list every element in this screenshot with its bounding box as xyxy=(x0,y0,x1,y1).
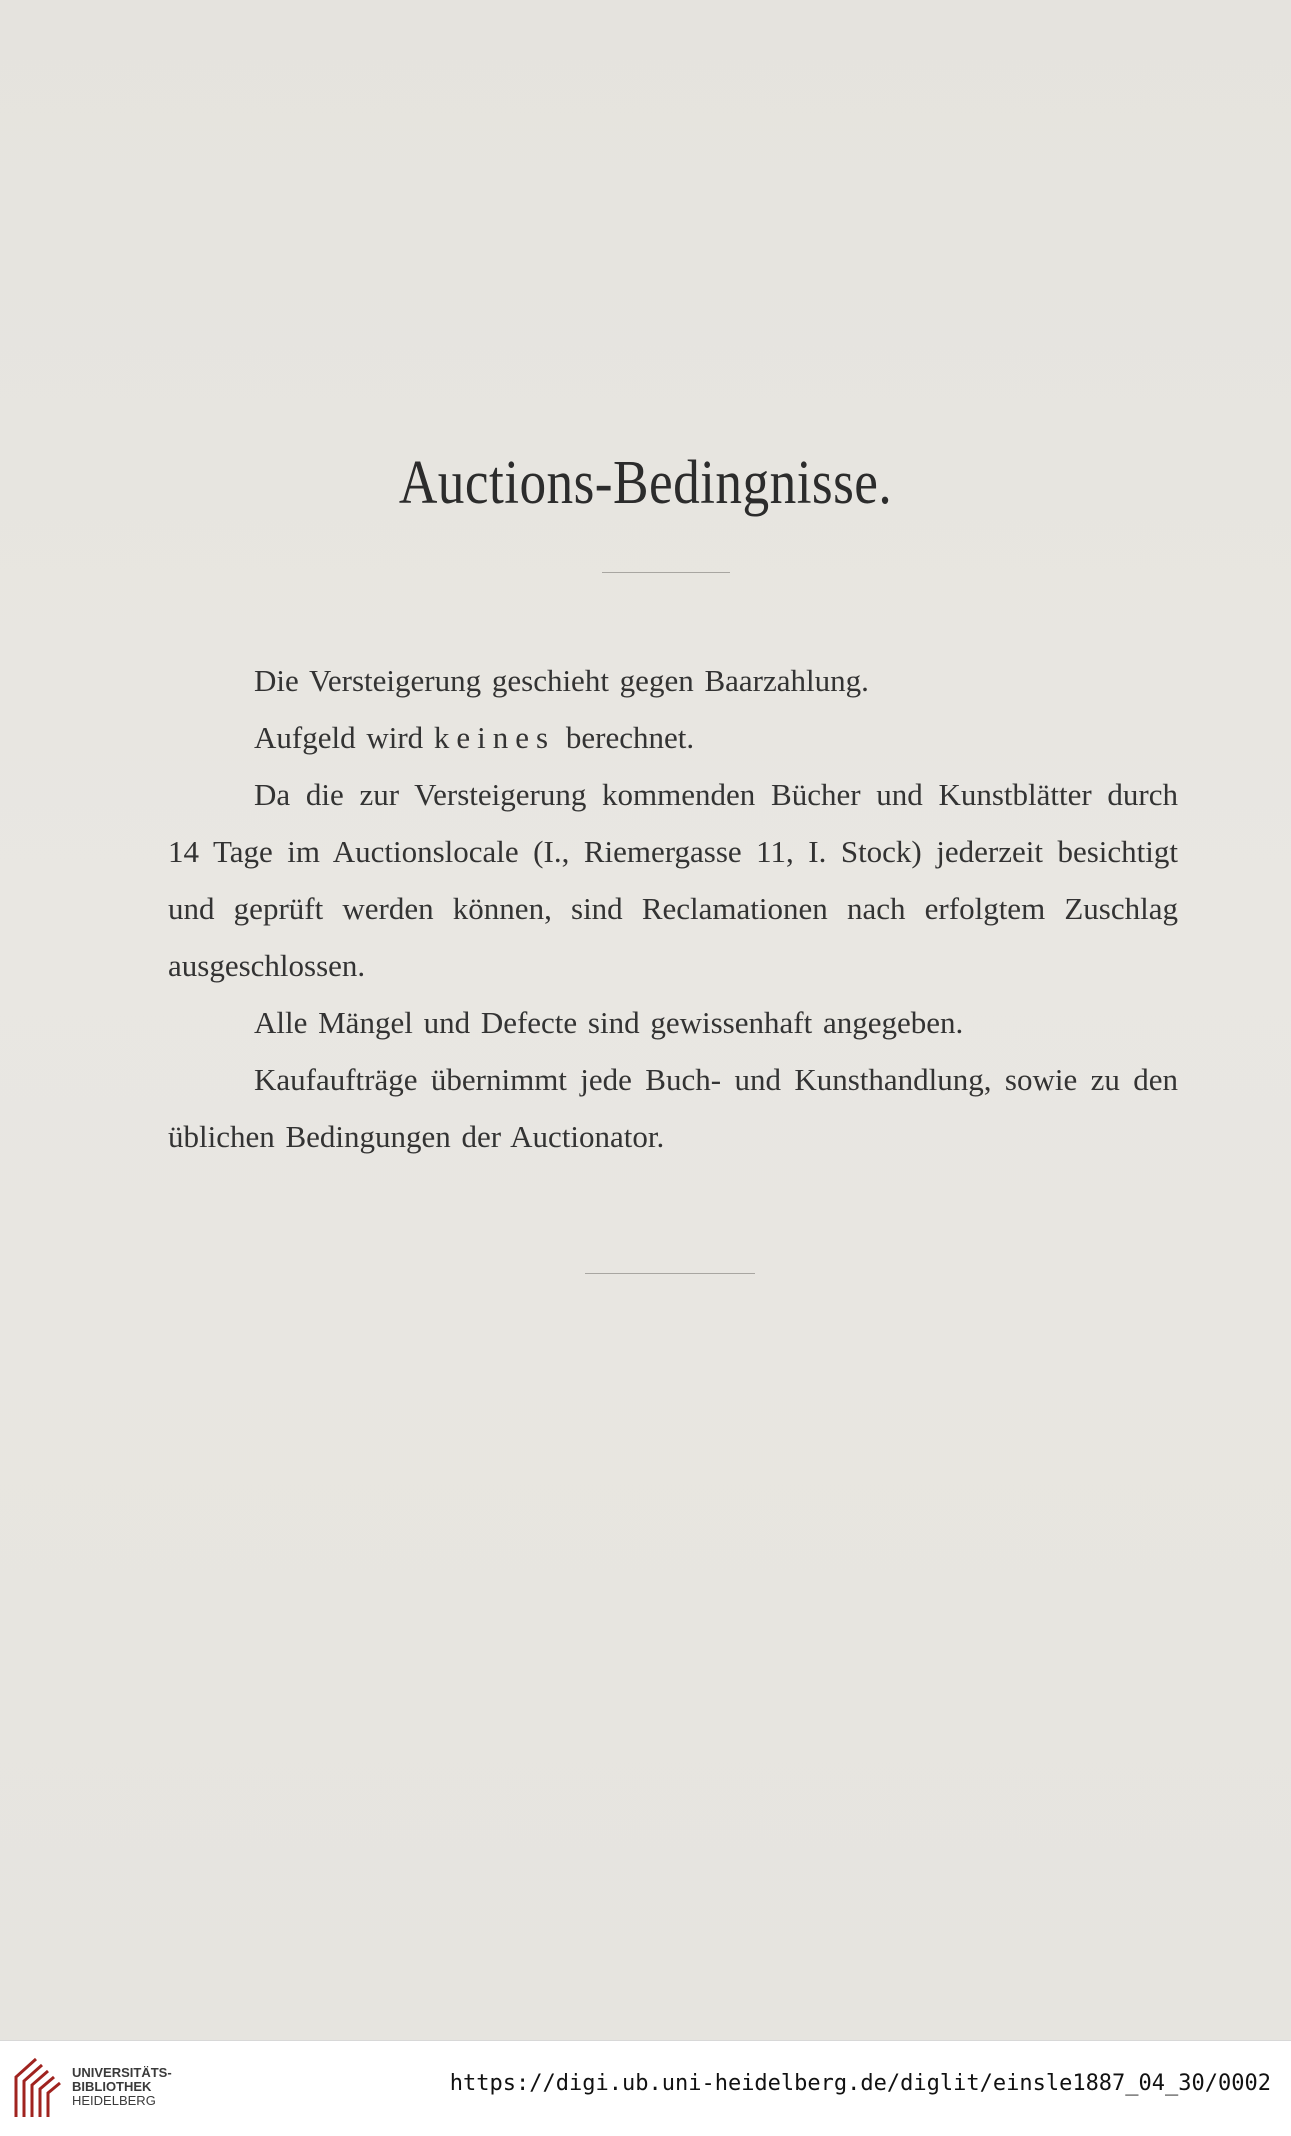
conditions-text xyxy=(168,652,1178,1165)
library-name[interactable] xyxy=(72,2066,172,2108)
library-name-line-3: HEIDELBERG xyxy=(72,2093,156,2108)
premium-text-after: berechnet. xyxy=(555,720,695,755)
premium-text-before: Aufgeld wird xyxy=(254,720,434,755)
paragraph-defects: Alle Mängel und Defecte sind gewissenhaft angegeben. xyxy=(254,1005,964,1040)
paragraph-orders: Kaufaufträge übernimmt jede Buch- und Kunsthandlung, sowie zu den üblichen Bedingungen der Auctionator. xyxy=(168,1062,1178,1154)
viewer-footer xyxy=(0,2040,1291,2136)
paragraph-payment: Die Versteigerung geschieht gegen Baarzahlung. xyxy=(254,663,869,698)
library-name-line-2: BIBLIOTHEK xyxy=(72,2079,152,2094)
end-divider xyxy=(585,1273,755,1274)
title-divider xyxy=(602,572,730,573)
library-logo-icon[interactable] xyxy=(12,2055,64,2121)
permalink-url[interactable]: https://digi.ub.uni-heidelberg.de/diglit/einsle1887_04_30/0002 xyxy=(449,2071,1271,2096)
page-title: Auctions-Bedingnisse. xyxy=(398,449,893,517)
library-name-line-1: UNIVERSITÄTS- xyxy=(72,2065,172,2080)
premium-text-emphasis: keines xyxy=(433,720,556,755)
paragraph-inspection: Da die zur Versteigerung kommenden Bücher und Kunstblätter durch 14 Tage im Auctionslocale (I., Riemergasse 11, I. Stock) jederzeit besichtigt und geprüft werden können, sind Reclamationen nach erfolgtem Zuschlag ausgeschlossen. xyxy=(168,777,1178,983)
paragraph-premium xyxy=(168,709,1178,766)
